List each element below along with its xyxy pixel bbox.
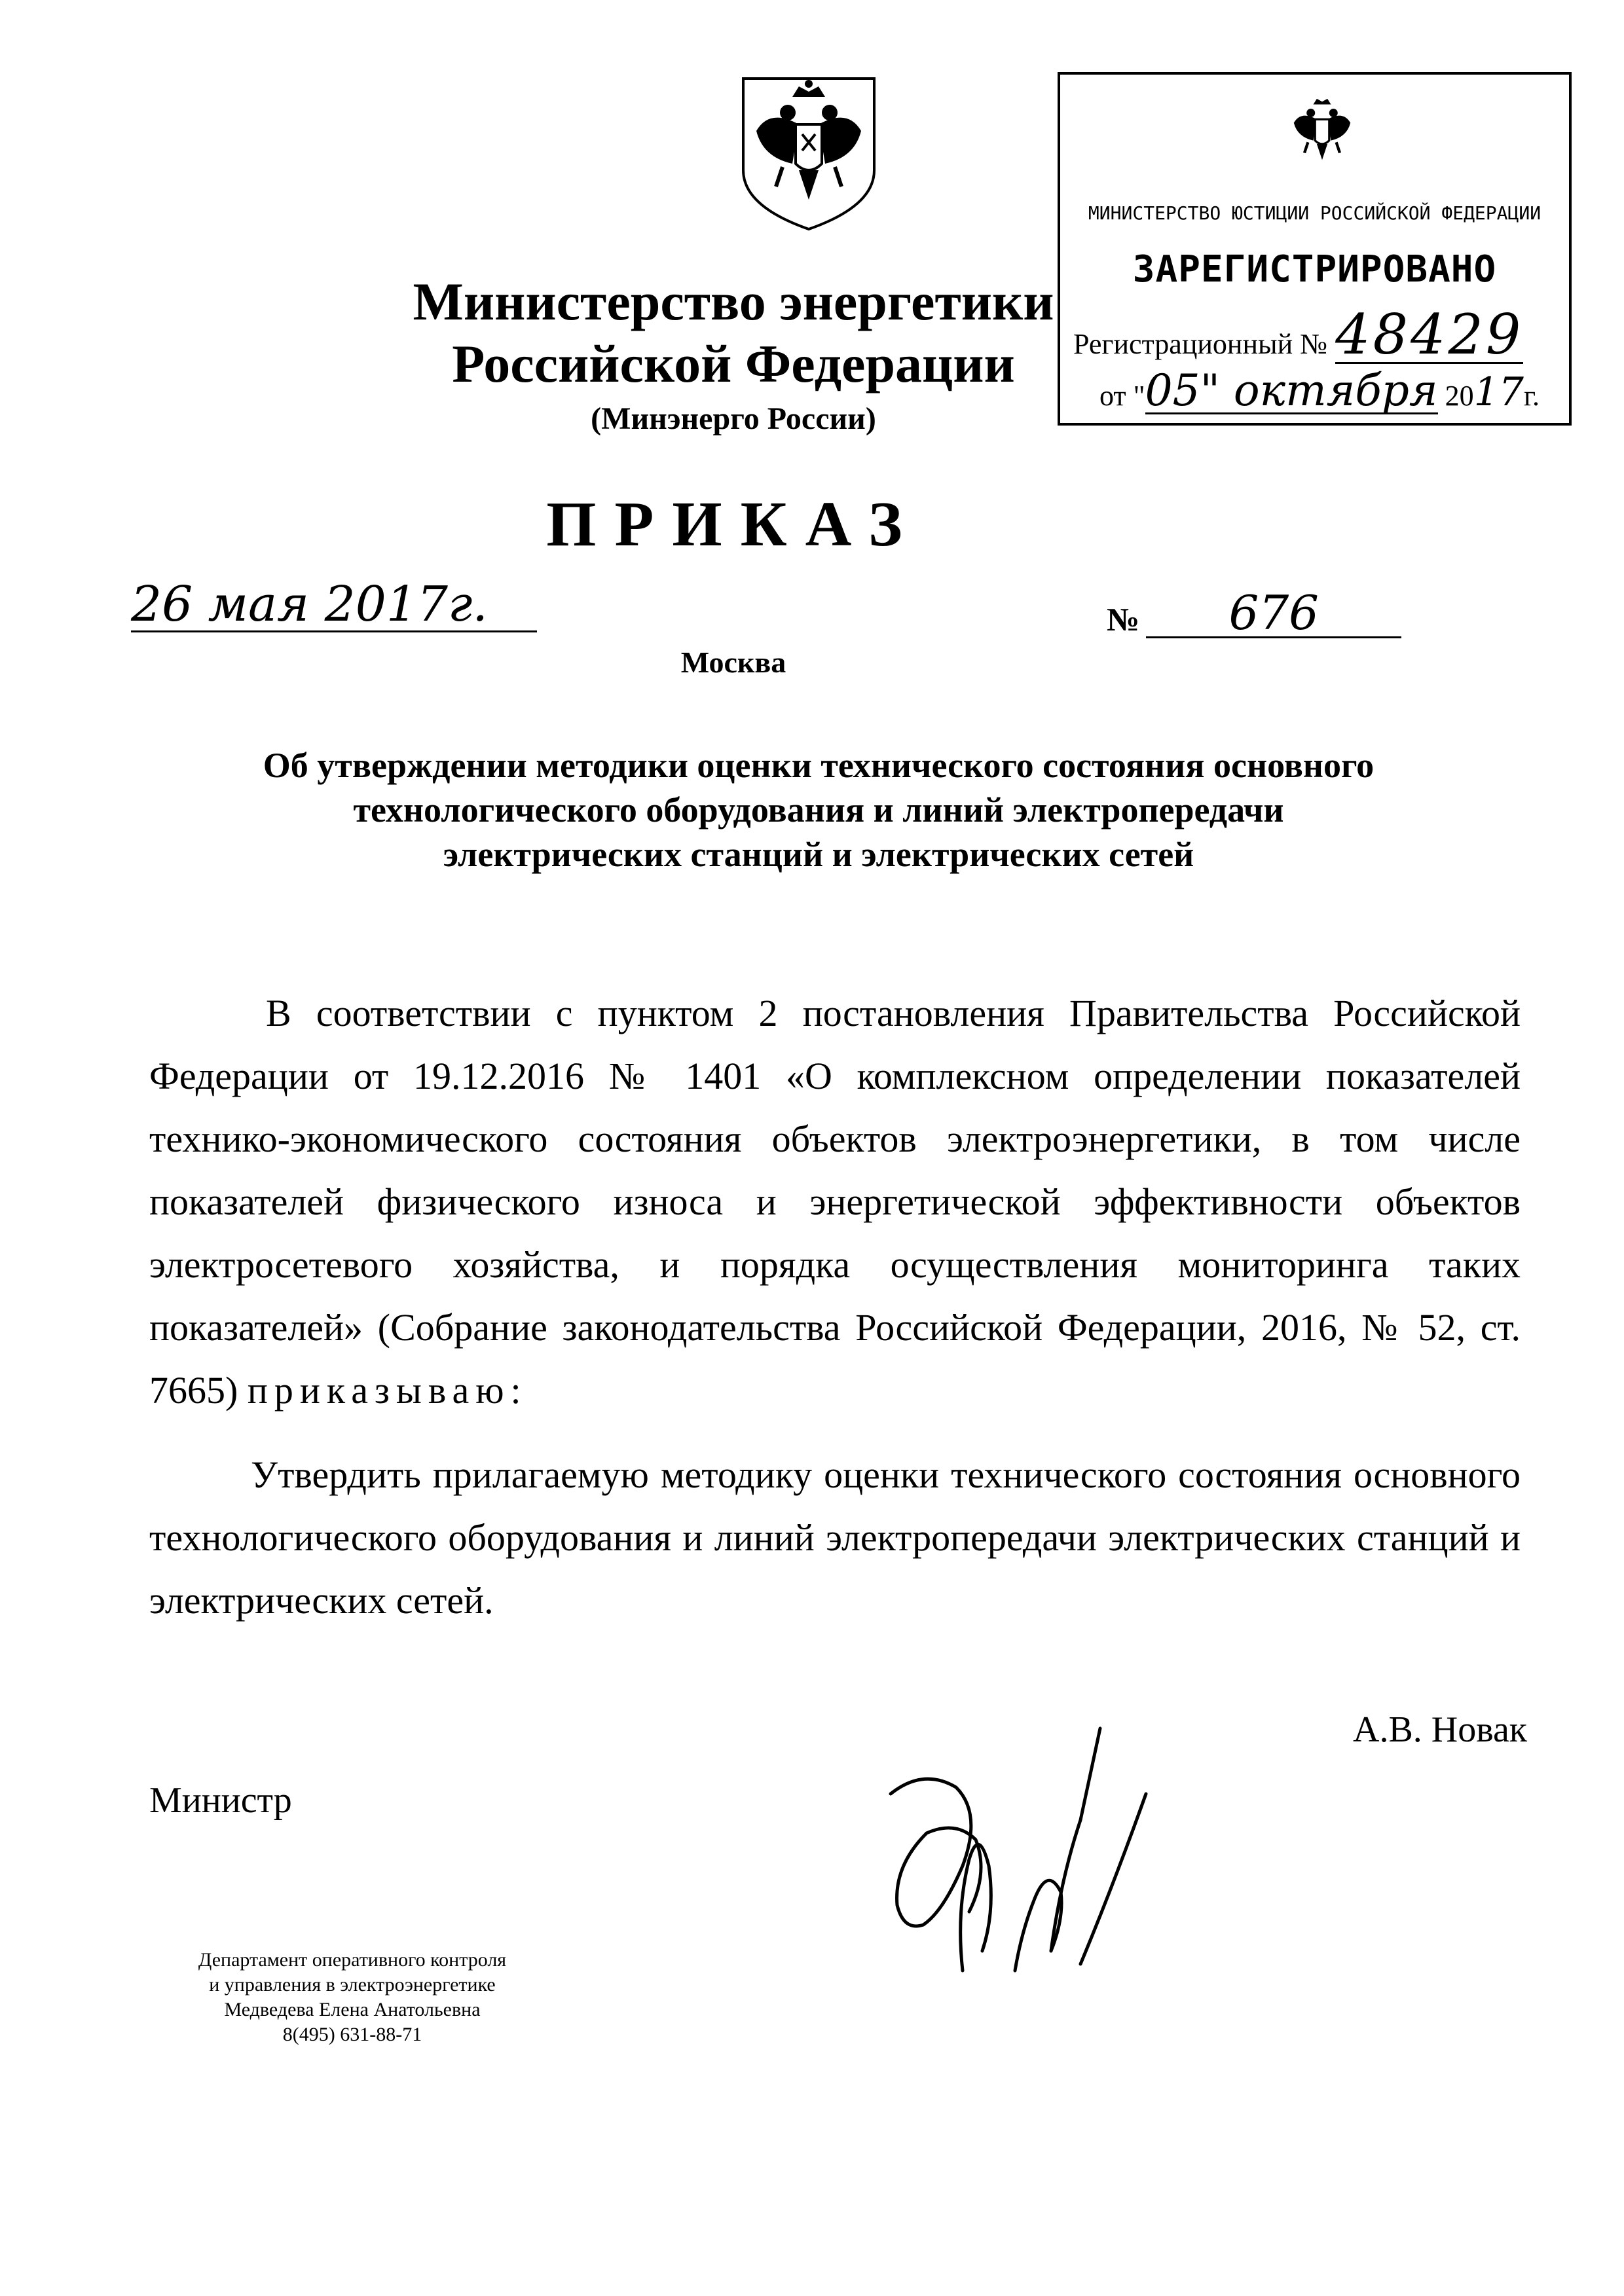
body-paragraph-1 [149, 982, 1521, 1422]
coat-of-arms-icon [730, 72, 887, 236]
stamp-status: ЗАРЕГИСТРИРОВАНО [1132, 248, 1497, 291]
stamp-date-handwritten: 05" октября [1145, 365, 1438, 416]
stamp-reg-number-handwritten: 48429 [1335, 302, 1524, 367]
order-subject [131, 743, 1506, 877]
stamp-registration-number [1073, 302, 1524, 367]
paragraph1-order-word: приказываю: [247, 1369, 528, 1412]
signer-title: Министр [149, 1780, 292, 1821]
stamp-date-suffix: г. [1523, 380, 1540, 412]
subject-line3: электрических станций и электрических сетей [443, 835, 1194, 874]
subject-line1: Об утверждении методики оценки технического состояния основного [263, 746, 1375, 785]
ministry-name-line2: Российской Федерации [452, 334, 1015, 393]
ministry-name-line1: Министерство энергетики [413, 272, 1054, 331]
order-number [1107, 585, 1401, 640]
stamp-date-year-handwritten: 17 [1473, 369, 1524, 415]
executor-name: Медведева Елена Анатольевна [224, 1999, 481, 2020]
order-city: Москва [680, 646, 786, 679]
signer-name: А.В. Новак [1353, 1709, 1527, 1750]
stamp-date-prefix: от " [1099, 380, 1145, 412]
registration-stamp [1058, 72, 1572, 426]
handwritten-signature [864, 1715, 1153, 1990]
order-number-label: № [1107, 601, 1140, 638]
stamp-date [1099, 365, 1540, 416]
stamp-reg-label: Регистрационный № [1073, 328, 1328, 360]
executor-phone: 8(495) 631-88-71 [282, 2024, 422, 2045]
stamp-coat-of-arms-icon [1280, 91, 1365, 179]
executor-department-line2: и управления в электроэнергетике [209, 1974, 496, 1995]
executor-info [149, 1948, 555, 2047]
stamp-date-year-prefix: 20 [1437, 380, 1474, 412]
ministry-short-name: (Минэнерго России) [591, 401, 876, 436]
order-date-handwritten: 26 мая 2017г. [131, 579, 537, 632]
body-paragraph-2: Утвердить прилагаемую методику оценки технического состояния основного технологического оборудования и линий электропередачи электрических станций и электрических сетей. [149, 1453, 1521, 1622]
stamp-organization: МИНИСТЕРСТВО ЮСТИЦИИ РОССИЙСКОЙ ФЕДЕРАЦИИ [1088, 202, 1541, 224]
executor-department-line1: Департамент оперативного контроля [198, 1949, 507, 1971]
order-title: ПРИКАЗ [546, 489, 921, 560]
order-number-handwritten: 676 [1146, 589, 1401, 638]
paragraph1-text: В соответствии с пунктом 2 постановления Правительства Российской Федерации от 19.12.2016 № 1401 «О комплексном определении показателей технико-экономического состояния объектов электроэнергетики, в том числе показателей физического износа и энергетической эффективности объектов электросетевого хозяйства, и порядка осуществления мониторинга таких показателей» (Собрание законодательства Российской Федерации, 2016, № 52, ст. 7665) [149, 992, 1521, 1412]
subject-line2: технологического оборудования и линий электропередачи [353, 790, 1284, 829]
